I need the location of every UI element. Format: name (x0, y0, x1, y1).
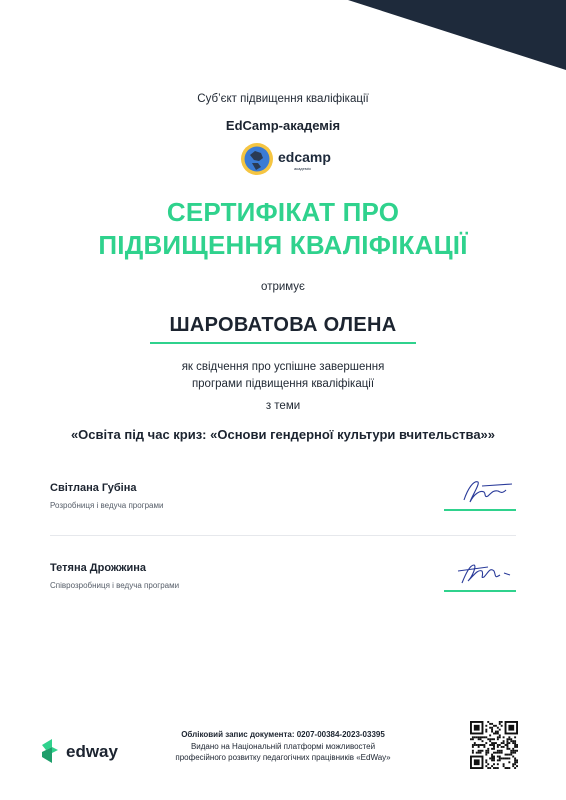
record-line: Обліковий запис документа: 0207-00384-2023-03395 (181, 730, 385, 739)
edway-brand-text: edway (66, 742, 118, 761)
signer-block (50, 562, 179, 590)
signature-line (444, 590, 516, 592)
signature-image (444, 472, 516, 508)
title-line-1: СЕРТИФІКАТ ПРО (166, 197, 400, 227)
course-theme: «Освіта під час криз: «Основи гендерної культури вчительства»» (70, 427, 496, 442)
signature-image (444, 553, 516, 589)
signer-name: Світлана Губіна (50, 482, 137, 494)
edway-logo (42, 739, 138, 763)
signer-block (50, 482, 163, 510)
description-line-2: програми підвищення кваліфікації (191, 378, 375, 390)
footer-info (160, 729, 406, 764)
corner-decoration (0, 0, 566, 70)
organization-name: EdCamp-академія (225, 118, 341, 133)
signer-role: Співрозробниця і ведуча програми (50, 581, 180, 590)
theme-label: з теми (265, 400, 301, 412)
edcamp-logo (240, 141, 340, 179)
divider (50, 535, 516, 536)
logo-text: edcamp (278, 149, 331, 165)
qr-code (470, 721, 518, 769)
recipient-name: ШАРОВАТОВА ОЛЕНА (169, 314, 397, 336)
certificate-description (0, 359, 566, 393)
signature-line (444, 509, 516, 511)
title-line-2: ПІДВИЩЕННЯ КВАЛІФІКАЦІЇ (98, 230, 468, 260)
signer-name: Тетяна Дрожжина (50, 562, 147, 574)
certificate-title (0, 196, 566, 262)
footer-line-2: Видано на Національній платформі можливостей (190, 741, 376, 751)
receives-label: отримує (261, 281, 305, 293)
description-line-1: як свідчення про успішне завершення (181, 361, 385, 373)
footer-line-3: професійного розвитку педагогічних працівників «EdWay» (175, 753, 391, 762)
signer-role: Розробниця і ведуча програми (50, 501, 164, 510)
recipient-underline (150, 342, 416, 344)
subject-label: Суб’єкт підвищення кваліфікації (197, 93, 369, 105)
logo-subtext: академія (294, 166, 311, 171)
